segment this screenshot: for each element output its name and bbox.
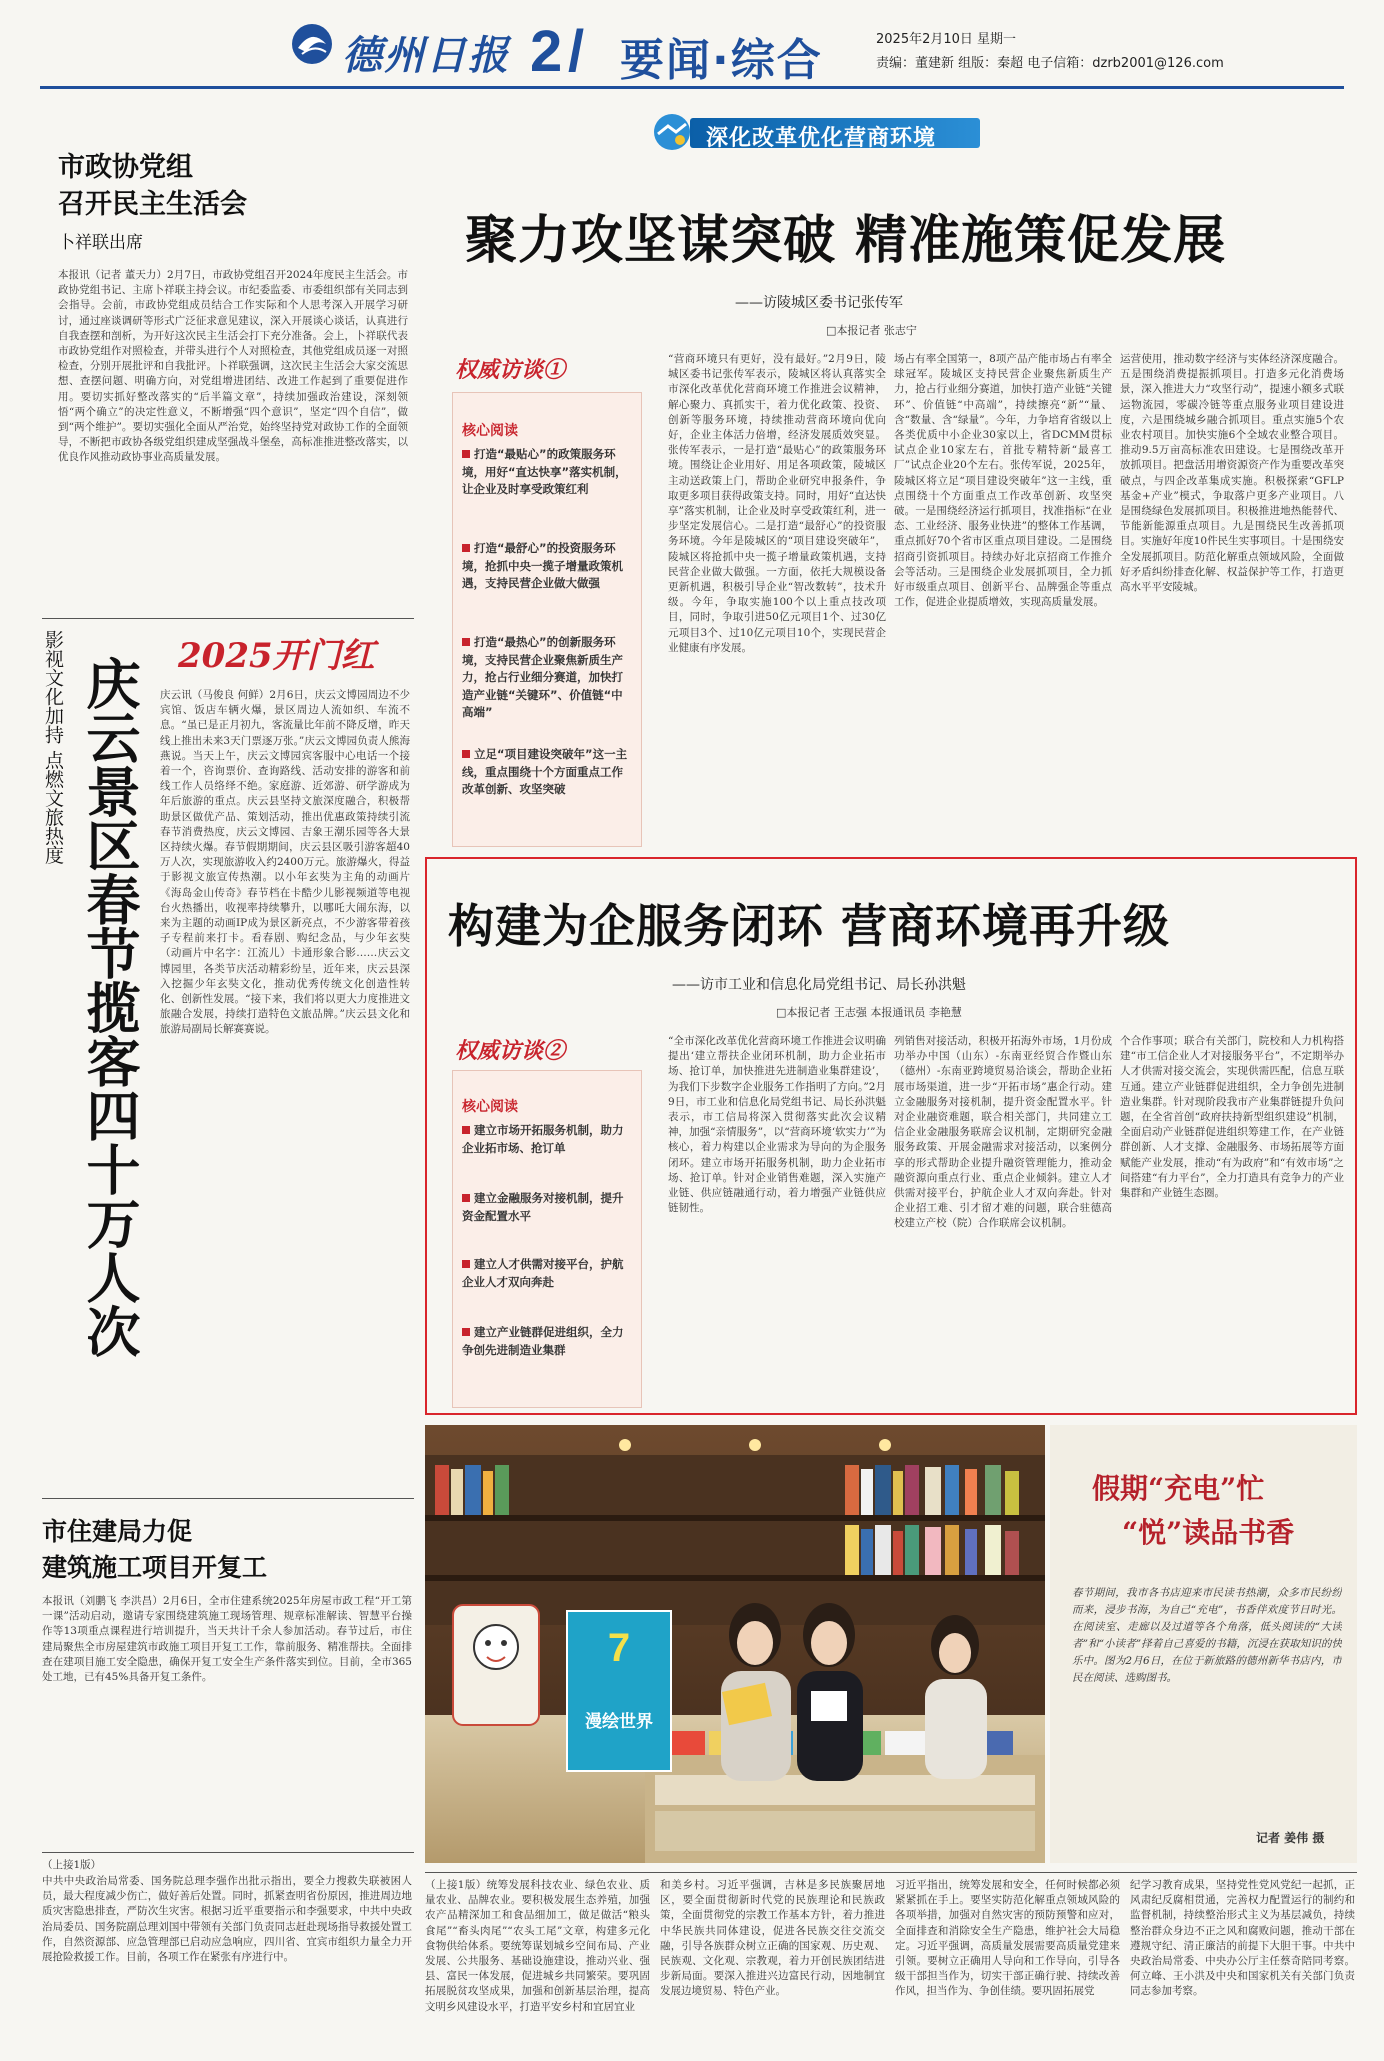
poster-title: 漫绘世界 xyxy=(585,1712,653,1732)
a2-body: 庆云讯（马俊良 何鲜）2月6日，庆云文博园周边不少宾馆、饭店车辆火爆，景区周边人流如织、车流不息。“虽已是正月初九，客流量比年前不降反增，昨天线上推出未来3天门票逐万张。”庆云文博园负责人熊海燕说。当天上午，庆云文博园宾客服中心电话一个接着一个，咨询票价、查询路线、活动安排的游客和前线工作人员络绎不绝。家庭游、近郊游、研学游成为年后旅游的重点。庆云县坚持文旅深度融合，积极帮助景区做优产品、策划活动，推出优惠政策持续引流春节消费热度，庆云文博园、吉象王潮乐园等各大景区持续火爆。春节假期期间，庆云县区吸引游客超40万人次，实现旅游收入约2400万元。旅游爆火，得益于影视文旅宣传热潮。以小年玄奘为主角的动画片《海岛金山传奇》春节档在卡酷少儿影视频道等电视台火热播出，收视率持续攀升，以哪吒大闹东海，以来为主题的动画IP成为景区新亮点，不少游客带着孩子专程前来打卡。看春剧、购纪念品，与少年玄奘（动画片中名字：江流儿）卡通形象合影……庆云文博园里，各类节庆活动精彩纷呈，近年来，庆云县深入挖掘少年玄奘文化，推动优秀传统文化创造性转化、创新性发展。“接下来，我们将以更大力度推进文旅融合发展，持续打造特色文旅品牌。”庆云县文化和旅游局副局长解赛赛说。 xyxy=(160,689,410,1036)
topic-banner xyxy=(650,112,980,152)
a2-vertical-subhead: 影视文化加持 点燃文旅热度 xyxy=(42,630,64,865)
a1-subhead: 卜祥联出席 xyxy=(58,233,143,253)
a3-headline-line1: 市住建局力促 xyxy=(42,1517,193,1546)
section-title: 要闻·综合 xyxy=(620,35,823,86)
bottom-col4: 纪学习教育成果，坚持党性党风党纪一起抓，正风肃纪反腐相贯通，完善权力配置运行的制约和监督机制，持续整治形式主义为基层减负，持续整治群众身边不正之风和腐败问题，推动干部在遵规守纪、清正廉洁的前提下大胆干事。中共中央政治局常委、中央办公厅主任蔡奇陪同考察。何立峰、王小洪及中央和国家机关有关部门负责同志参加考察。 xyxy=(1130,1879,1355,1998)
a2-vertical-headline: 庆云景区春节揽客四十万人次 xyxy=(78,656,142,1358)
bookstore-scene-image xyxy=(425,1425,1045,1863)
bullet-square-icon xyxy=(462,750,470,758)
bullet-square-icon xyxy=(462,1194,470,1202)
masthead-rule xyxy=(40,86,1344,89)
authority-label-1: 权威访谈① xyxy=(455,357,566,383)
divider xyxy=(42,1498,414,1499)
bottom-col2: 和美乡村。习近平强调，吉林是多民族聚居地区，要全面贯彻新时代党的民族理论和民族政策，全面贯彻党的宗教工作基本方针，着力推进中华民族共同体建设，促进各民族交往交流交融，引导各族群众树立正确的国家观、历史观、民族观、文化观、宗教观，着力开创民族团结进步新局面。要深入推进兴边富民行动，因地制宜发展边境贸易、特色产业。 xyxy=(660,1879,885,1998)
newspaper-emblem-icon xyxy=(290,22,334,66)
photo-caption-box xyxy=(1050,1425,1357,1863)
cartoon-standee xyxy=(453,1605,539,1725)
reader-person xyxy=(721,1603,791,1781)
badge-2025: 2025开门红 xyxy=(178,636,375,676)
bullet-square-icon xyxy=(462,638,470,646)
core-item: 打造“最贴心”的政策服务环境，用好“直达快享”落实机制，让企业及时享受政策红利 xyxy=(462,447,627,496)
core-read-label-2: 核心阅读 xyxy=(462,1099,518,1115)
bottom-col1: （上接1版）统筹发展科技农业、绿色农业、质量农业、品牌农业。要积极发展生态养殖，加强农产品精深加工和食品细加工，做足做活“粮头食尾”“畜头肉尾”“农头工尾”文章，构建多元化食物供给体系。要统筹谋划城乡空间布局、产业发展、公共服务、基础设施建设，推动兴业、强县、富民一体发展，促进城乡共同繁荣。要巩固拓展脱贫攻坚成果，加强和创新基层治理，提高文明乡风建设水平，打造平安乡村和宜居宜业 xyxy=(425,1879,650,2013)
core-item: 打造“最热心”的创新服务环境，支持民营企业聚焦新质生产力，抢占行业细分赛道，加快打造产业链“关键环”、价值链“中高端” xyxy=(462,635,623,719)
a1-headline-line1: 市政协党组 xyxy=(58,152,193,183)
a3-headline-line2: 建筑施工项目开复工 xyxy=(42,1553,268,1582)
core-item: 立足“项目建设突破年”这一主线，重点围绕十个方面重点工作改革创新、攻坚突破 xyxy=(462,747,628,796)
caption-title-line1: 假期“充电”忙 xyxy=(1092,1472,1265,1505)
bullet-square-icon xyxy=(462,544,470,552)
feature1-headline: 聚力攻坚谋突破 精准施策促发展 xyxy=(465,211,1227,271)
divider xyxy=(425,1872,1357,1873)
core-item: 建立市场开拓服务机制，助力企业拓市场、抢订单 xyxy=(462,1123,624,1155)
feature2-body-col2: 列销售对接活动，积极开拓海外市场，1月份成功举办中国（山东）-东南亚经贸合作暨山东（德州）-东南亚跨境贸易洽谈会，帮助企业拓展市场渠道，进一步“开拓市场”惠企行动。建立金融服务对接机制，提升资金配置水平。针对企业融资难题，联合相关部门，共同建立工信企业金融服务联席会议机制，定期研究金融服务政策、开展金融需求对接活动，以案例分享的形式帮助企业提升融资管理能力，推动金融资源向重点行业、重点企业倾斜。建立人才供需对接平台，护航企业人才双向奔赴。针对企业招工难、引才留才难的问题，联合驻德高校建立产校（院）合作联席会议机制。 xyxy=(894,1035,1112,1230)
a4-label: （上接1版） xyxy=(42,1859,102,1871)
a3-body: 本报讯（刘鹏飞 李洪昌）2月6日，全市住建系统2025年房屋市政工程“开工第一课”活动启动，邀请专家围绕建筑施工现场管理、规章标准解读、智慧平台操作等13项重点课程进行培训提升，当天共计千余人参加活动。春节过后，市住建局聚焦全市房屋建筑市政施工项目开复工工作，靠前服务、精准帮扶。全面排查在建项目施工安全隐患，确保开复工安全生产条件落实到位。目前，全市365处工地，已有45%具备开复工条件。 xyxy=(42,1595,412,1684)
banner-text: 深化改革优化营商环境 xyxy=(706,126,937,151)
a4-body: 中共中央政治局常委、国务院总理李强作出批示指出，要全力搜救失联被困人员，最大程度减少伤亡，做好善后处置。同时，抓紧查明省份原因，推进周边地质灾害隐患排查，严防次生灾害。根据习近平重要指示和李强要求，中共中央政治局委员、国务院副总理刘国中带领有关部门负责同志赶赴现场指导救援处置工作，自然资源部、应急管理部已启动应急响应，四川省、宜宾市组织力量全力开展抢险救援工作。目前，各项工作在紧张有序进行中。 xyxy=(42,1875,412,1964)
core-read-label-1: 核心阅读 xyxy=(462,423,518,439)
feature1-byline: ——访陵城区委书记张传军 xyxy=(735,295,903,311)
bullet-square-icon xyxy=(462,450,470,458)
bullet-square-icon xyxy=(462,1328,470,1336)
feature1-reporter: □本报记者 张志宁 xyxy=(826,324,917,337)
page-number: 2 xyxy=(530,19,563,84)
core-item: 建立人才供需对接平台，护航企业人才双向奔赴 xyxy=(462,1257,624,1289)
reader-person xyxy=(925,1615,987,1779)
photo-credit: 记者 姜伟 摄 xyxy=(1256,1831,1325,1845)
page-slash: / xyxy=(568,19,585,84)
masthead xyxy=(290,18,1224,86)
core-item: 建立产业链群促进组织，全力争创先进制造业集群 xyxy=(462,1325,624,1357)
authority-label-2: 权威访谈② xyxy=(455,1038,566,1064)
divider xyxy=(42,1852,414,1853)
feature2-body-col1: “全市深化改革优化营商环境工作推进会议明确提出‘建立帮扶企业闭环机制，助力企业拓市场、抢订单，加快推进先进制造业集群建设’，为我们下步数字企业服务工作指明了方向。”2月9日，市工业和信息化局党组书记、局长孙洪魁表示，市工信局将深入贯彻落实此次会议精神，加强“亲情服务”，以“营商环境‘软实力’”为核心，着力构建以企业需求为导向的为企服务闭环。建立市场开拓服务机制，助力企业拓市场、抢订单。针对企业销售难题，深入实施产业链、供应链融通行动，着力增强产业链供应链韧性。 xyxy=(668,1035,886,1215)
bookstore-photo xyxy=(425,1425,1045,1863)
feature2-byline: ——访市工业和信息化局党组书记、局长孙洪魁 xyxy=(672,977,966,993)
handshake-icon xyxy=(650,112,694,152)
feature2-reporter: □本报记者 王志强 本报通讯员 李艳慧 xyxy=(776,1006,962,1019)
bullet-square-icon xyxy=(462,1260,470,1268)
divider xyxy=(42,618,414,619)
core-item: 打造“最舒心”的投资服务环境，抢抓中央一揽子增量政策机遇，支持民营企业做大做强 xyxy=(462,541,623,590)
reader-person xyxy=(797,1603,863,1781)
bottom-col3: 习近平指出，统筹发展和安全，任何时候都必须紧紧抓在手上。要坚实防范化解重点领域风险的各项举措，加强对自然灾害的预防预警和应对，全面排查和消除安全生产隐患，维护社会大局稳定。习近平强调，高质量发展需要高质量党建来引领。要树立正确用人导向和工作导向，引导各级干部担当作为，切实干部正确行驶、持续改善作风，担当作为、争创佳绩。要巩固拓展党 xyxy=(895,1879,1120,1998)
core-item: 建立金融服务对接机制，提升资金配置水平 xyxy=(462,1191,624,1223)
feature1-body-col1: “营商环境只有更好，没有最好。”2月9日，陵城区委书记张传军表示，陵城区将认真落实全市深化改革优化营商环境工作推进会议精神，解心聚力、真抓实干，着力优化政策、投资、创新等服务环境，持续推动营商环境向优向好，企业主体活力倍增，经济发展质效突显。张传军表示，一是打造“最贴心”的政策服务环境。围绕让企业用好、用足各项政策，陵城区主动送政策上门，帮助企业研究申报条件，争取更多项目获得政策支持。同时，用好“直达快享”落实机制，让企业及时享受政策红利，进一步坚定发展信心。二是打造“最舒心”的投资服务环境。今年是陵城区的“项目建设突破年”，陵城区将抢抓中央一揽子增量政策机遇，支持民营企业做大做强。一方面，依托大规模设备更新机遇，积极引导企业“智改数转”，技术升级。今年，争取实施100个以上重点技改项目，同时，争取引进50亿元项目1个、过30亿元项目3个、过10亿元项目10个，实现民营企业健康有序发展。 xyxy=(668,353,886,654)
feature1-body-col2: 场占有率全国第一，8项产品产能市场占有率全球冠军。陵城区支持民营企业聚焦新质生产力，抢占行业细分赛道，加快打造产业链“关键环”、价值链“中高端”，持续擦亮“新”“量、含“数量、含“绿量”。今年，力争培育省级以上各类优质中小企业30家以上，省DCMM贯标试点企业10家左右，首批专精特新“最喜工厂”试点企业20个左右。张传军说，2025年，陵城区将立足“项目建设突破年”这一主线，重点围绕十个方面重点工作改革创新、攻坚突破。一是围绕经济运行抓项目，找准指标“在业态、工业经济、服务业快进”的整体工作基调，重点抓好70个省市区重点项目建设。二是围绕招商引资抓项目。持续办好北京招商工作推介会等活动。三是围绕企业发展抓项目，全力抓好市级重点项目、创新平台、品牌强企等重点工作，促进企业提质增效，实现高质量发展。 xyxy=(894,353,1112,609)
bullet-square-icon xyxy=(462,1126,470,1134)
svg-text:7: 7 xyxy=(607,1626,631,1670)
paper-name: 德州日报 xyxy=(342,32,510,79)
issue-date: 2025年2月10日 星期一 xyxy=(876,32,1017,47)
a1-body: 本报讯（记者 董天力）2月7日，市政协党组召开2024年度民主生活会。市政协党组书记、主席卜祥联主持会议。市纪委监委、市委组织部有关同志到会指导。会前，市政协党组成员结合工作实际和个人思考深入开展学习研讨，通过座谈调研等形式广泛征求意见建议，深入开展谈心谈话，认真进行自我查摆和剖析，为开好这次民主生活会打下充分准备。会上，卜祥联代表市政协党组作对照检查，并带头进行个人对照检查，其他党组成员逐一对照检查，分别开展批评和自我批评。卜祥联强调，这次民主生活会大家交流思想、查摆问题、明确方向，对党组增进团结、改进工作起到了重要促进作用。要切实抓好整改落实的“后半篇文章”，持续加强政治建设，深刻领悟“两个确立”的决定性意义，不断增强“四个意识”，坚定“四个自信”，做到“两个维护”。要切实强化全面从严治党，始终坚持党对政协工作的全面领导，不断把市政协各级党组织建成坚强战斗堡垒，高标准推进整改落实，以优良作风推动政协事业高质量发展。 xyxy=(58,269,408,464)
editors-line: 责编：董建新 组版：秦超 电子信箱：dzrb2001@126.com xyxy=(876,56,1224,71)
feature2-body-col3: 个合作事项；联合有关部门，院校和人力机构搭建“市工信企业人才对接服务平台”，不定期举办人才供需对接交流会，实现供需匹配，信息互联互通。建立产业链群促进组织，全力争创先进制造业集群。针对现阶段我市产业集群链提升负问题，在全省首创“政府扶持新型组织建设”机制，全面启动产业链群促进组织筹建工作，在产业链群创新、人才支撑、金融服务、市场拓展等方面赋能产业发展，推动“有为政府”和“有效市场”之间搭建“有力平台”，全力打造具有竞争力的产业集群和产业链生态圈。 xyxy=(1120,1035,1344,1200)
feature1-body-col3: 运营使用，推动数字经济与实体经济深度融合。五是围绕消费提振抓项目。打造多元化消费场景，深入推进大力“攻坚行动”，提速小额多式联运物流园，零碳冷链等重点服务业项目建设进度，六是围绕城乡融合抓项目。重点实施5个农业农村项目。加快实施6个全域农业整合项目。推动9.5万亩高标准农田建设。七是围绕改革开放抓项目。把盘活用增资源资产作为重要改革突破点，与四企改革集成实施。积极探索“GFLP基金+产业”模式，争取落户更多产业项目。八是围绕绿色发展抓项目。积极推进地热能替代、节能新能源重点项目。九是围绕民生改善抓项目。实施好年度10件民生实事项目。十是围绕安全发展抓项目。防范化解重点领域风险，全面做好矛盾纠纷排查化解、权益保护等工作，打造更高水平平安陵城。 xyxy=(1120,353,1344,594)
a1-headline-line2: 召开民主生活会 xyxy=(58,189,247,220)
caption-body: 春节期间，我市各书店迎来市民读书热潮，众多市民纷纷而来，浸步书海，为自己“充电”，书香伴欢度节日时光。在阅读室、走廊以及过道等各个角落，低头阅读的“大读者”和“小读者”择着自己喜爱的书籍，沉浸在获取知识的快乐中。图为2月6日，在位于新旅路的德州新华书店内，市民在阅读、选购图书。 xyxy=(1072,1587,1342,1684)
book-poster xyxy=(567,1611,671,1771)
bookshelf xyxy=(425,1455,1045,1625)
feature2-headline: 构建为企服务闭环 营商环境再升级 xyxy=(448,899,1171,953)
caption-title-line2: “悦”读品书香 xyxy=(1122,1516,1295,1549)
